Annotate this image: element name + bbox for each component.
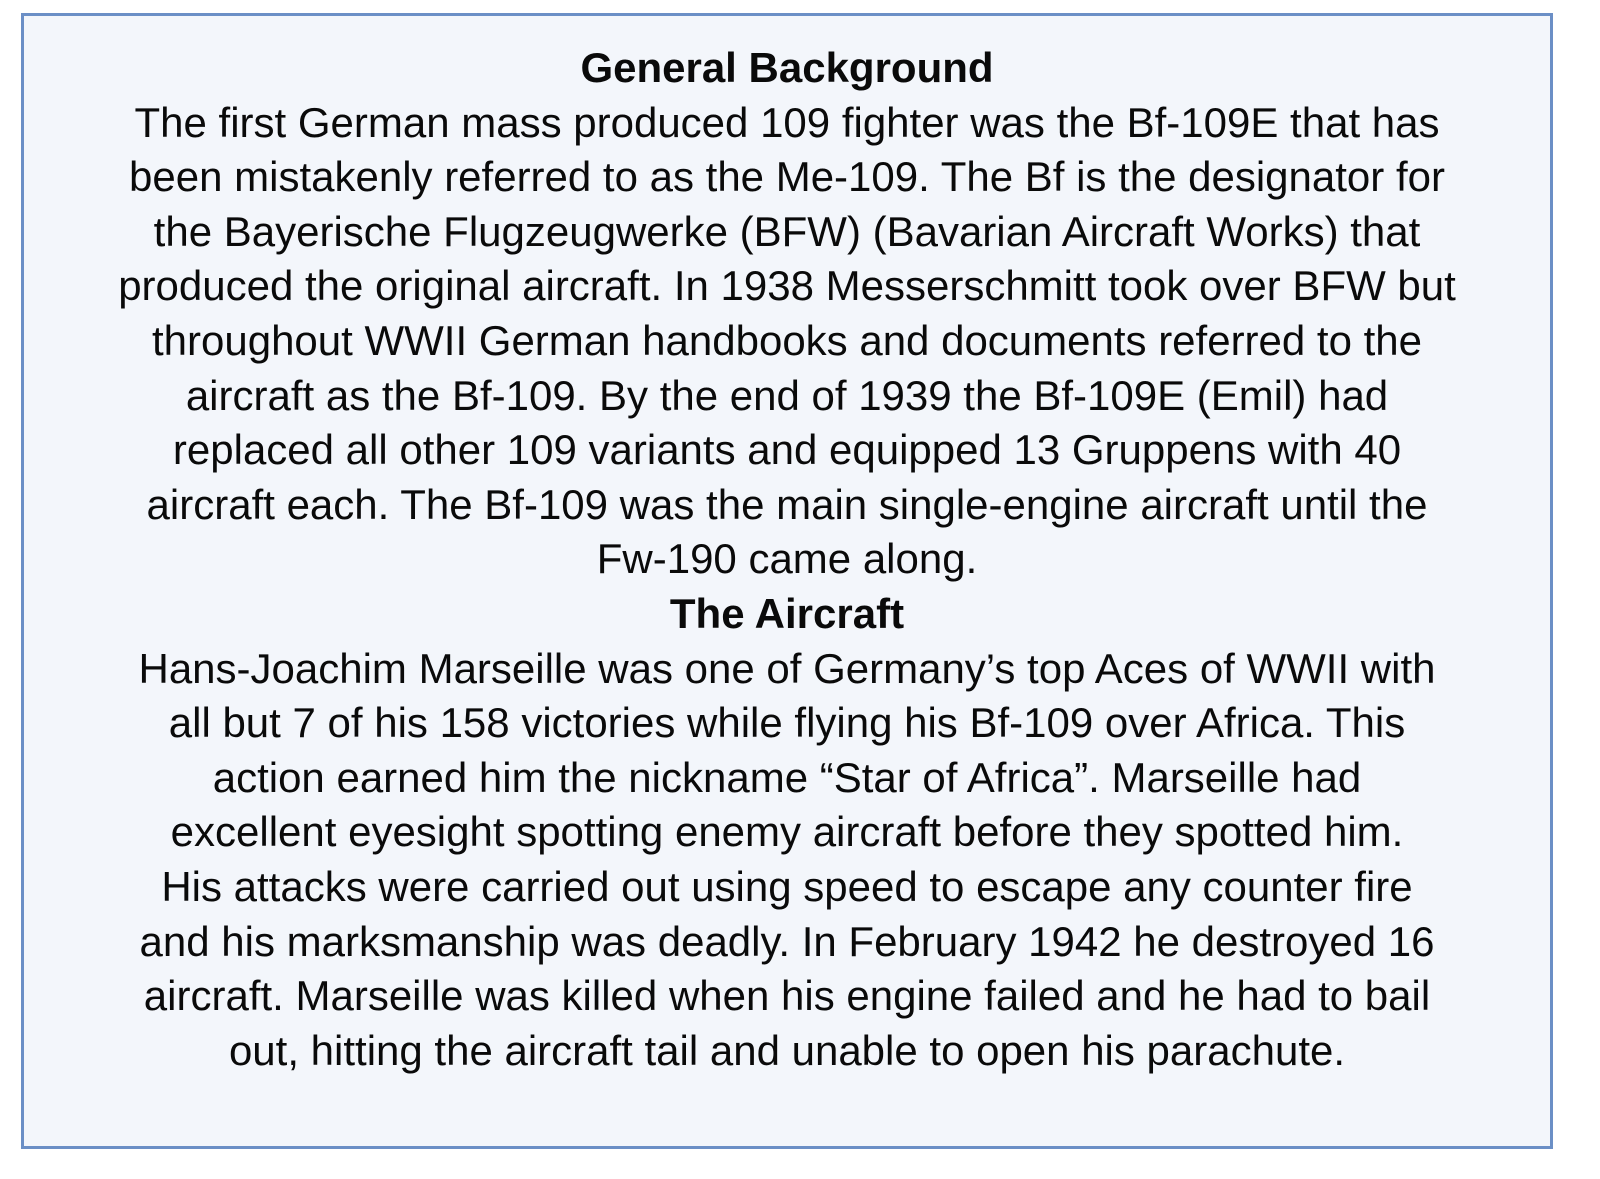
body-line: all but 7 of his 158 victories while flying his Bf-109 over Africa. This	[168, 699, 1406, 747]
body-line: replaced all other 109 variants and equipped 13 Gruppens with 40	[172, 426, 1402, 474]
body-line: and his marksmanship was deadly. In February 1942 he destroyed 16	[139, 917, 1435, 965]
body-line: excellent eyesight spotting enemy aircraft before they spotted him.	[170, 808, 1404, 856]
body-line: His attacks were carried out using speed to escape any counter fire	[161, 862, 1413, 910]
section-heading-general-background: General Background	[580, 44, 994, 91]
body-line: Fw-190 came along.	[596, 535, 978, 583]
body-line: action earned him the nickname “Star of Africa”. Marseille had	[212, 753, 1362, 801]
body-line: aircraft as the Bf-109. By the end of 1939 the Bf-109E (Emil) had	[185, 371, 1389, 419]
body-line: produced the original aircraft. In 1938 Messerschmitt took over BFW but	[118, 262, 1456, 310]
body-line: Hans-Joachim Marseille was one of Germany’s top Aces of WWII with	[138, 644, 1436, 692]
body-line: out, hitting the aircraft tail and unable to open his parachute.	[228, 1026, 1346, 1074]
body-line: aircraft. Marseille was killed when his engine failed and he had to bail	[143, 972, 1431, 1020]
section-body-general-background	[24, 96, 1550, 587]
panel-content	[24, 41, 1550, 1078]
body-line: aircraft each. The Bf-109 was the main single-engine aircraft until the	[146, 480, 1428, 528]
section-body-the-aircraft	[24, 642, 1550, 1079]
section-heading-the-aircraft: The Aircraft	[669, 589, 905, 637]
body-line: been mistakenly referred to as the Me-109. The Bf is the designator for	[129, 153, 1445, 201]
text-panel	[21, 13, 1553, 1149]
body-line: The first German mass produced 109 fighter was the Bf-109E that has	[134, 98, 1440, 146]
body-line: throughout WWII German handbooks and documents referred to the	[151, 316, 1423, 364]
body-line: the Bayerische Flugzeugwerke (BFW) (Bavarian Aircraft Works) that	[153, 207, 1421, 255]
